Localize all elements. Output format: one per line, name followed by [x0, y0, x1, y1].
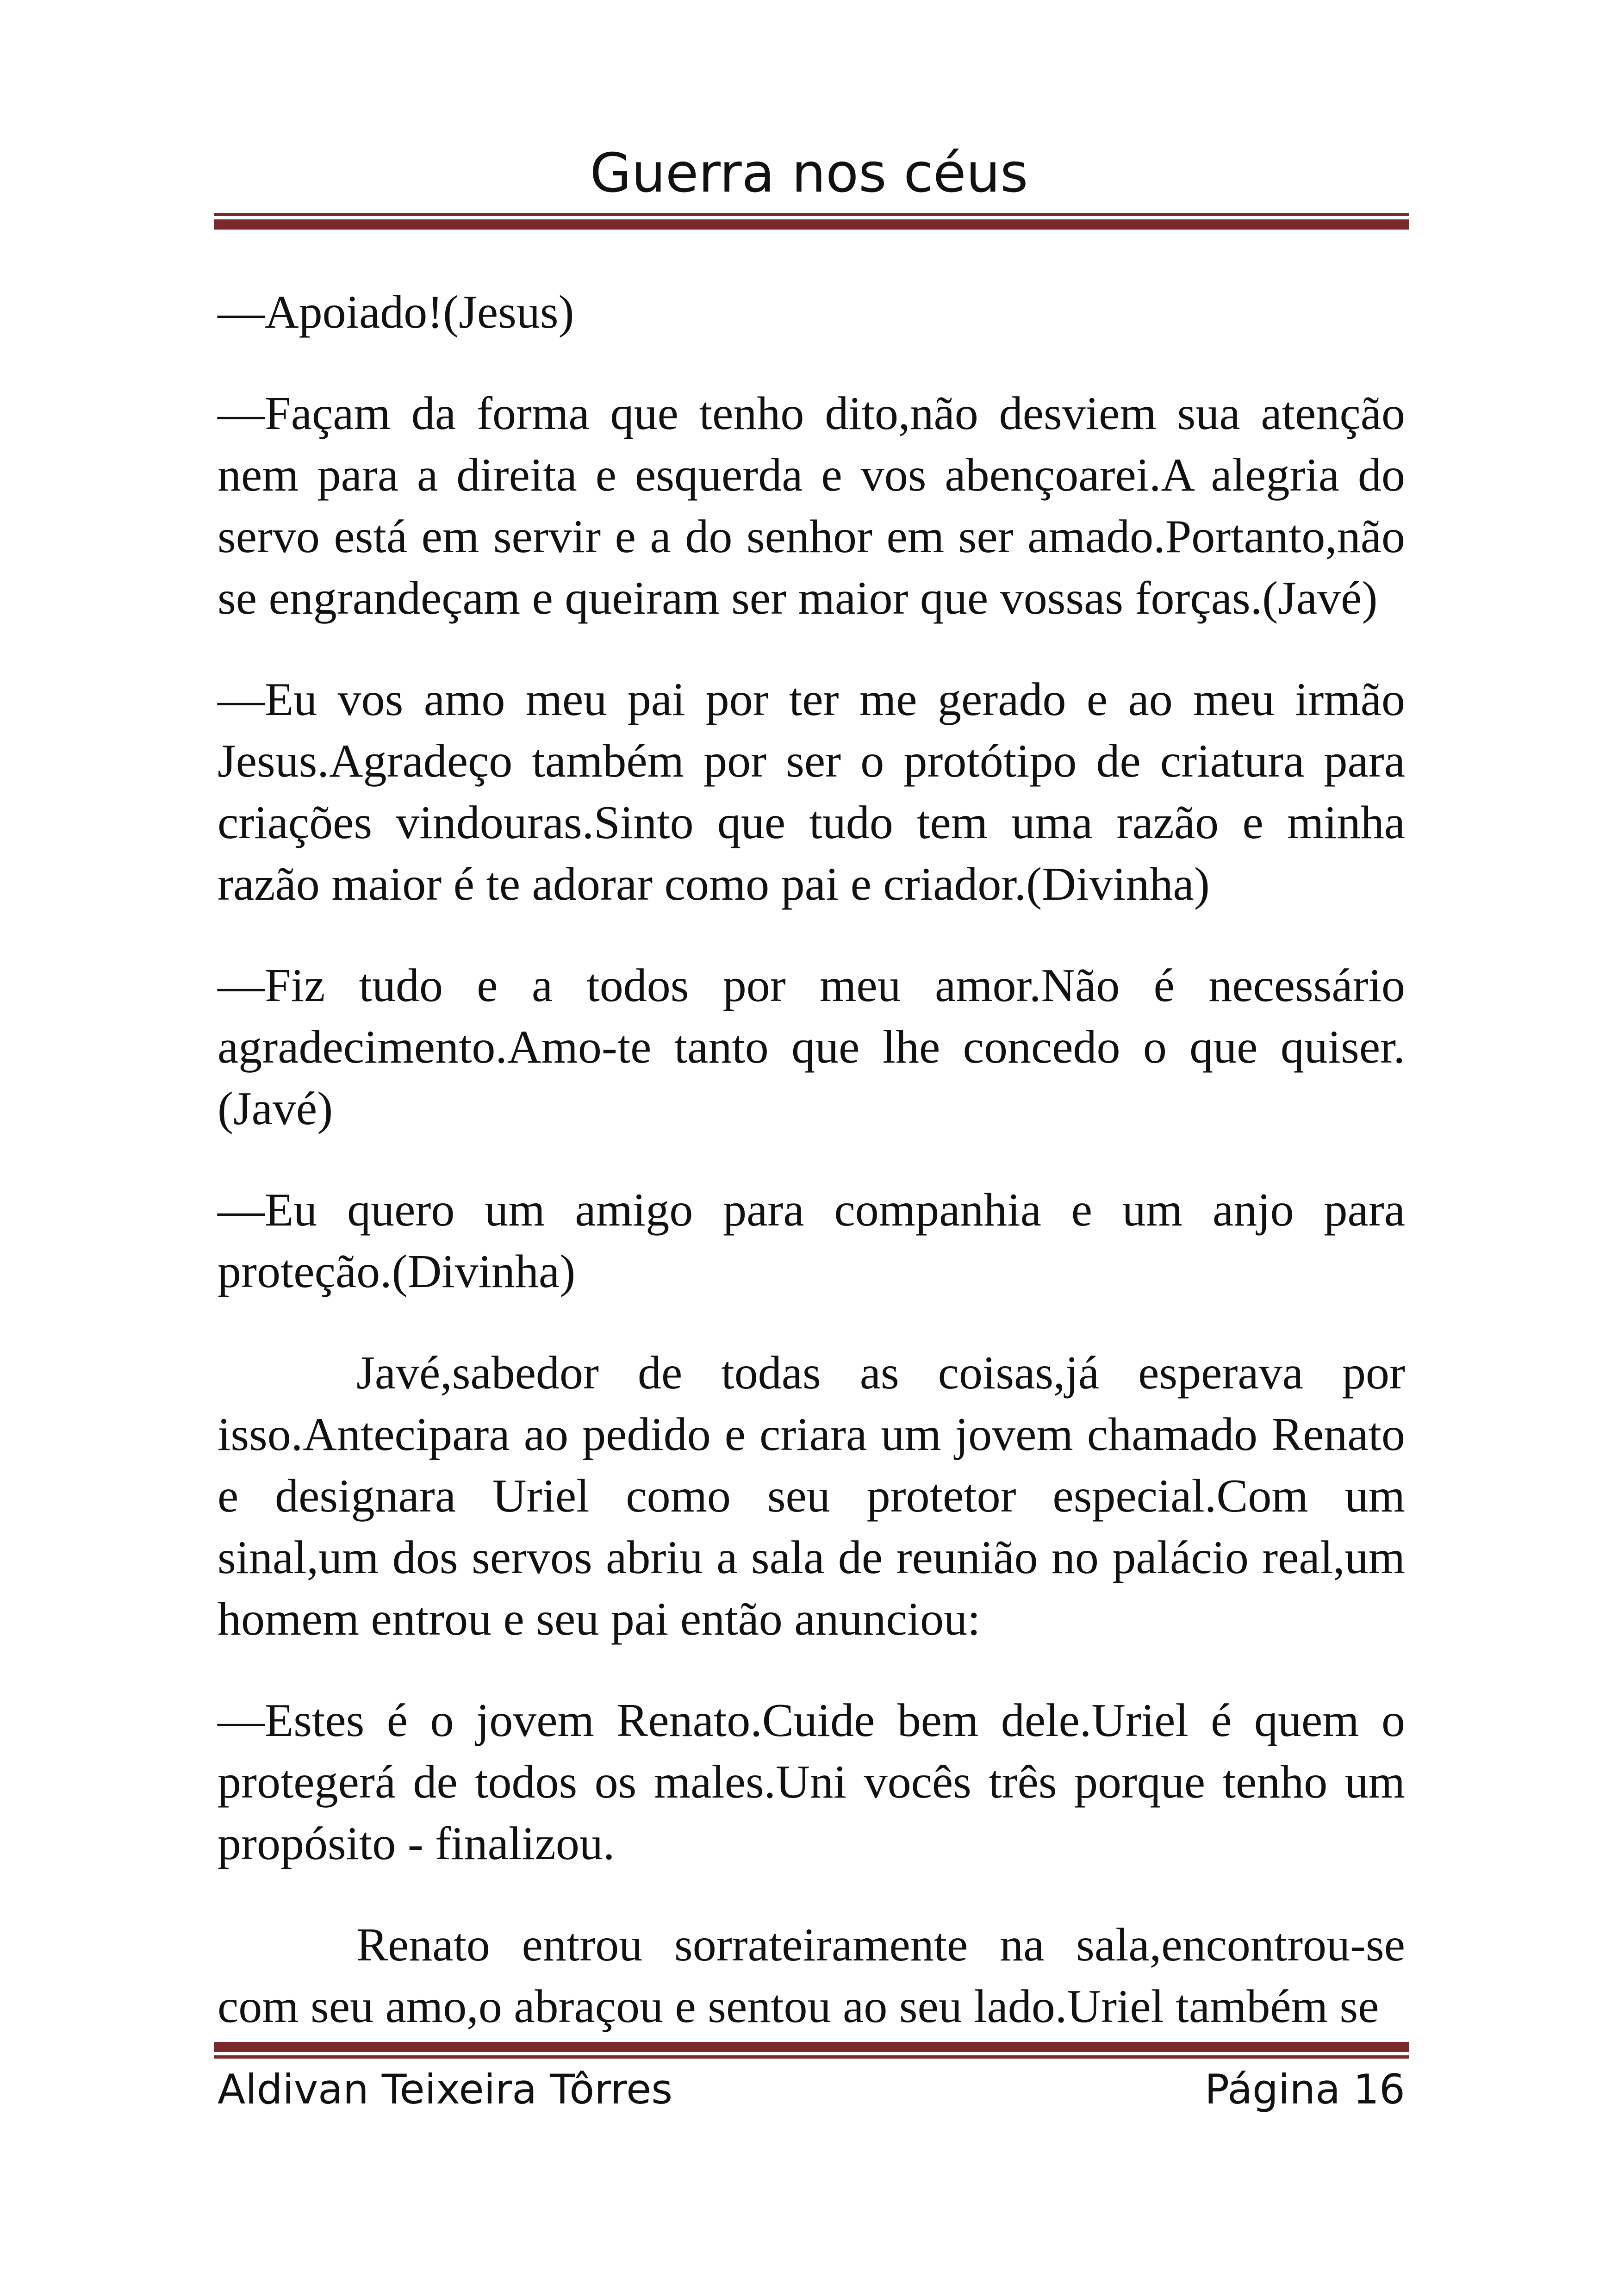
paragraph: Renato entrou sorrateiramente na sala,encontrou-se com seu amo,o abraçou e sentou ao seu lado.Uriel também se [218, 1919, 1405, 2033]
paragraph: —Estes é o jovem Renato.Cuide bem dele.Uriel é quem o protegerá de todos os males.Uni vocês três porque tenho um propósito - finalizou. [218, 1694, 1405, 1870]
paragraph: —Eu vos amo meu pai por ter me gerado e ao meu irmão Jesus.Agradeço também por ser o protótipo de criatura para criações vindouras.Sinto que tudo tem uma razão e minha razão maior é te adorar como pai e criador.(Divinha) [218, 673, 1405, 910]
page-header-title: Guerra nos céus [590, 142, 1028, 205]
footer-divider-thick-line [214, 2042, 1409, 2052]
header-divider [214, 213, 1409, 231]
paragraph: —Eu quero um amigo para companhia e um anjo para proteção.(Divinha) [218, 1184, 1405, 1298]
paragraph: Javé,sabedor de todas as coisas,já esperava por isso.Antecipara ao pedido e criara um jovem chamado Renato e designara Uriel como seu protetor especial.Com um sinal,um dos servos abriu a sala de reunião no palácio real,um homem entrou e seu pai então anunciou: [218, 1347, 1405, 1645]
paragraph: —Fiz tudo e a todos por meu amor.Não é necessário agradecimento.Amo-te tanto que lhe concedo o que quiser.(Javé) [218, 959, 1405, 1135]
paragraph: —Façam da forma que tenho dito,não desviem sua atenção nem para a direita e esquerda e vos abençoarei.A alegria do servo está em servir e a do senhor em ser amado.Portanto,não se engrandeçam e queiram ser maior que vossas forças.(Javé) [218, 387, 1405, 624]
header-divider-thin-line [214, 213, 1409, 216]
footer-page-number: Página 16 [1205, 2066, 1405, 2113]
paragraph: —Apoiado!(Jesus) [218, 286, 574, 338]
header-divider-thick-line [214, 219, 1409, 230]
footer-divider [214, 2042, 1409, 2060]
footer-divider-thin-line [214, 2055, 1409, 2059]
body-text [218, 281, 1405, 2077]
footer-author: Aldivan Teixeira Tôrres [218, 2066, 673, 2113]
